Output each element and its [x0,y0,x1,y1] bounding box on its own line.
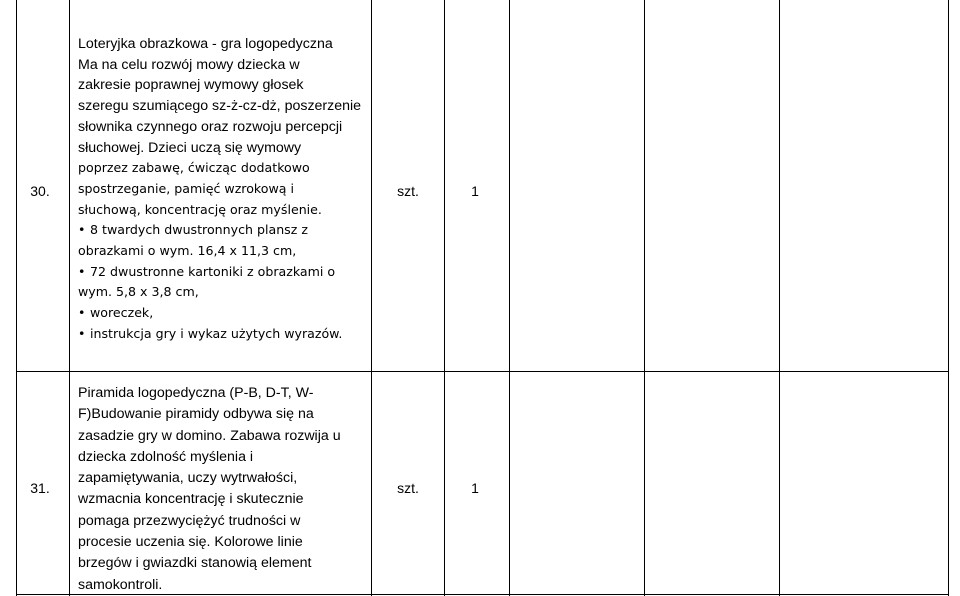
description-line: Piramida logopedyczna (P-B, D-T, W- [78,385,314,401]
description-line: poprzez zabawę, ćwicząc dodatkowo [78,160,310,176]
list-item [78,220,364,241]
bullet-icon: • [78,263,86,279]
description-line: brzegów i gwiazdki stanowią element [78,555,312,572]
list-item-text: 8 twardych dwustronnych plansz z [90,222,308,238]
bullet-icon: • [78,305,86,321]
table-border-description [371,0,372,596]
description-line: zapamiętywania, uczy wytrwałości, [78,470,298,487]
table-border-quantity [509,0,510,596]
list-item [78,324,364,345]
description-line: spostrzeganie, pamięć wzrokową i [78,180,294,196]
table-border-right [948,0,949,596]
row-separator [16,371,949,372]
description-line: słownika czynnego oraz rozwoju percepcji [78,118,343,135]
description-line: słuchową, koncentrację oraz myślenie. [78,201,322,217]
description-line: pomaga przezwyciężyć trudności w [78,512,301,529]
description-line: słuchowej. Dzieci uczą się wymowy [78,139,302,156]
description-line: F)Budowanie piramidy odbywa się na [78,406,314,423]
row-number: 30. [30,183,50,199]
description-line: procesie uczenia się. Kolorowe linie [78,534,303,551]
table-border-unit [444,0,445,596]
description-line: dziecka zdolność myślenia i [78,448,254,465]
table-border-left [16,0,17,596]
bullet-icon: • [78,325,86,341]
row-quantity: 1 [471,480,479,496]
description-line: samokontroli. [78,576,163,593]
description-line: obrazkami o wym. 16,4 x 11,3 cm, [78,243,297,259]
description-line: wym. 5,8 x 3,8 cm, [78,284,199,300]
list-item [78,262,364,283]
description-line: Ma na celu rozwój mowy dziecka w [78,56,300,73]
list-item-text: instrukcja gry i wykaz użytych wyrazów. [90,325,343,341]
description-line: szeregu szumiącego sz-ż-cz-dż, poszerzenie [78,98,362,115]
description-line: zasadzie gry w domino. Zabawa rozwija u [78,427,341,444]
table-border-number [69,0,70,596]
list-item-text: 72 dwustronne kartoniki z obrazkami o [90,263,336,279]
description-line: zakresie poprawnej wymowy głosek [78,77,304,94]
row-unit: szt. [397,480,419,496]
row-unit: szt. [397,183,419,199]
description-line: Loteryjka obrazkowa - gra logopedyczna [78,36,333,52]
row-number: 31. [30,480,50,496]
row-description [78,383,364,596]
table-border-price [644,0,645,596]
row-quantity: 1 [471,183,479,199]
list-item [78,303,364,324]
description-line: wzmacnia koncentrację i skutecznie [78,491,304,508]
list-item-text: woreczek, [90,305,154,321]
row-description [78,34,364,345]
bullet-icon: • [78,222,86,238]
table-border-value [779,0,780,596]
